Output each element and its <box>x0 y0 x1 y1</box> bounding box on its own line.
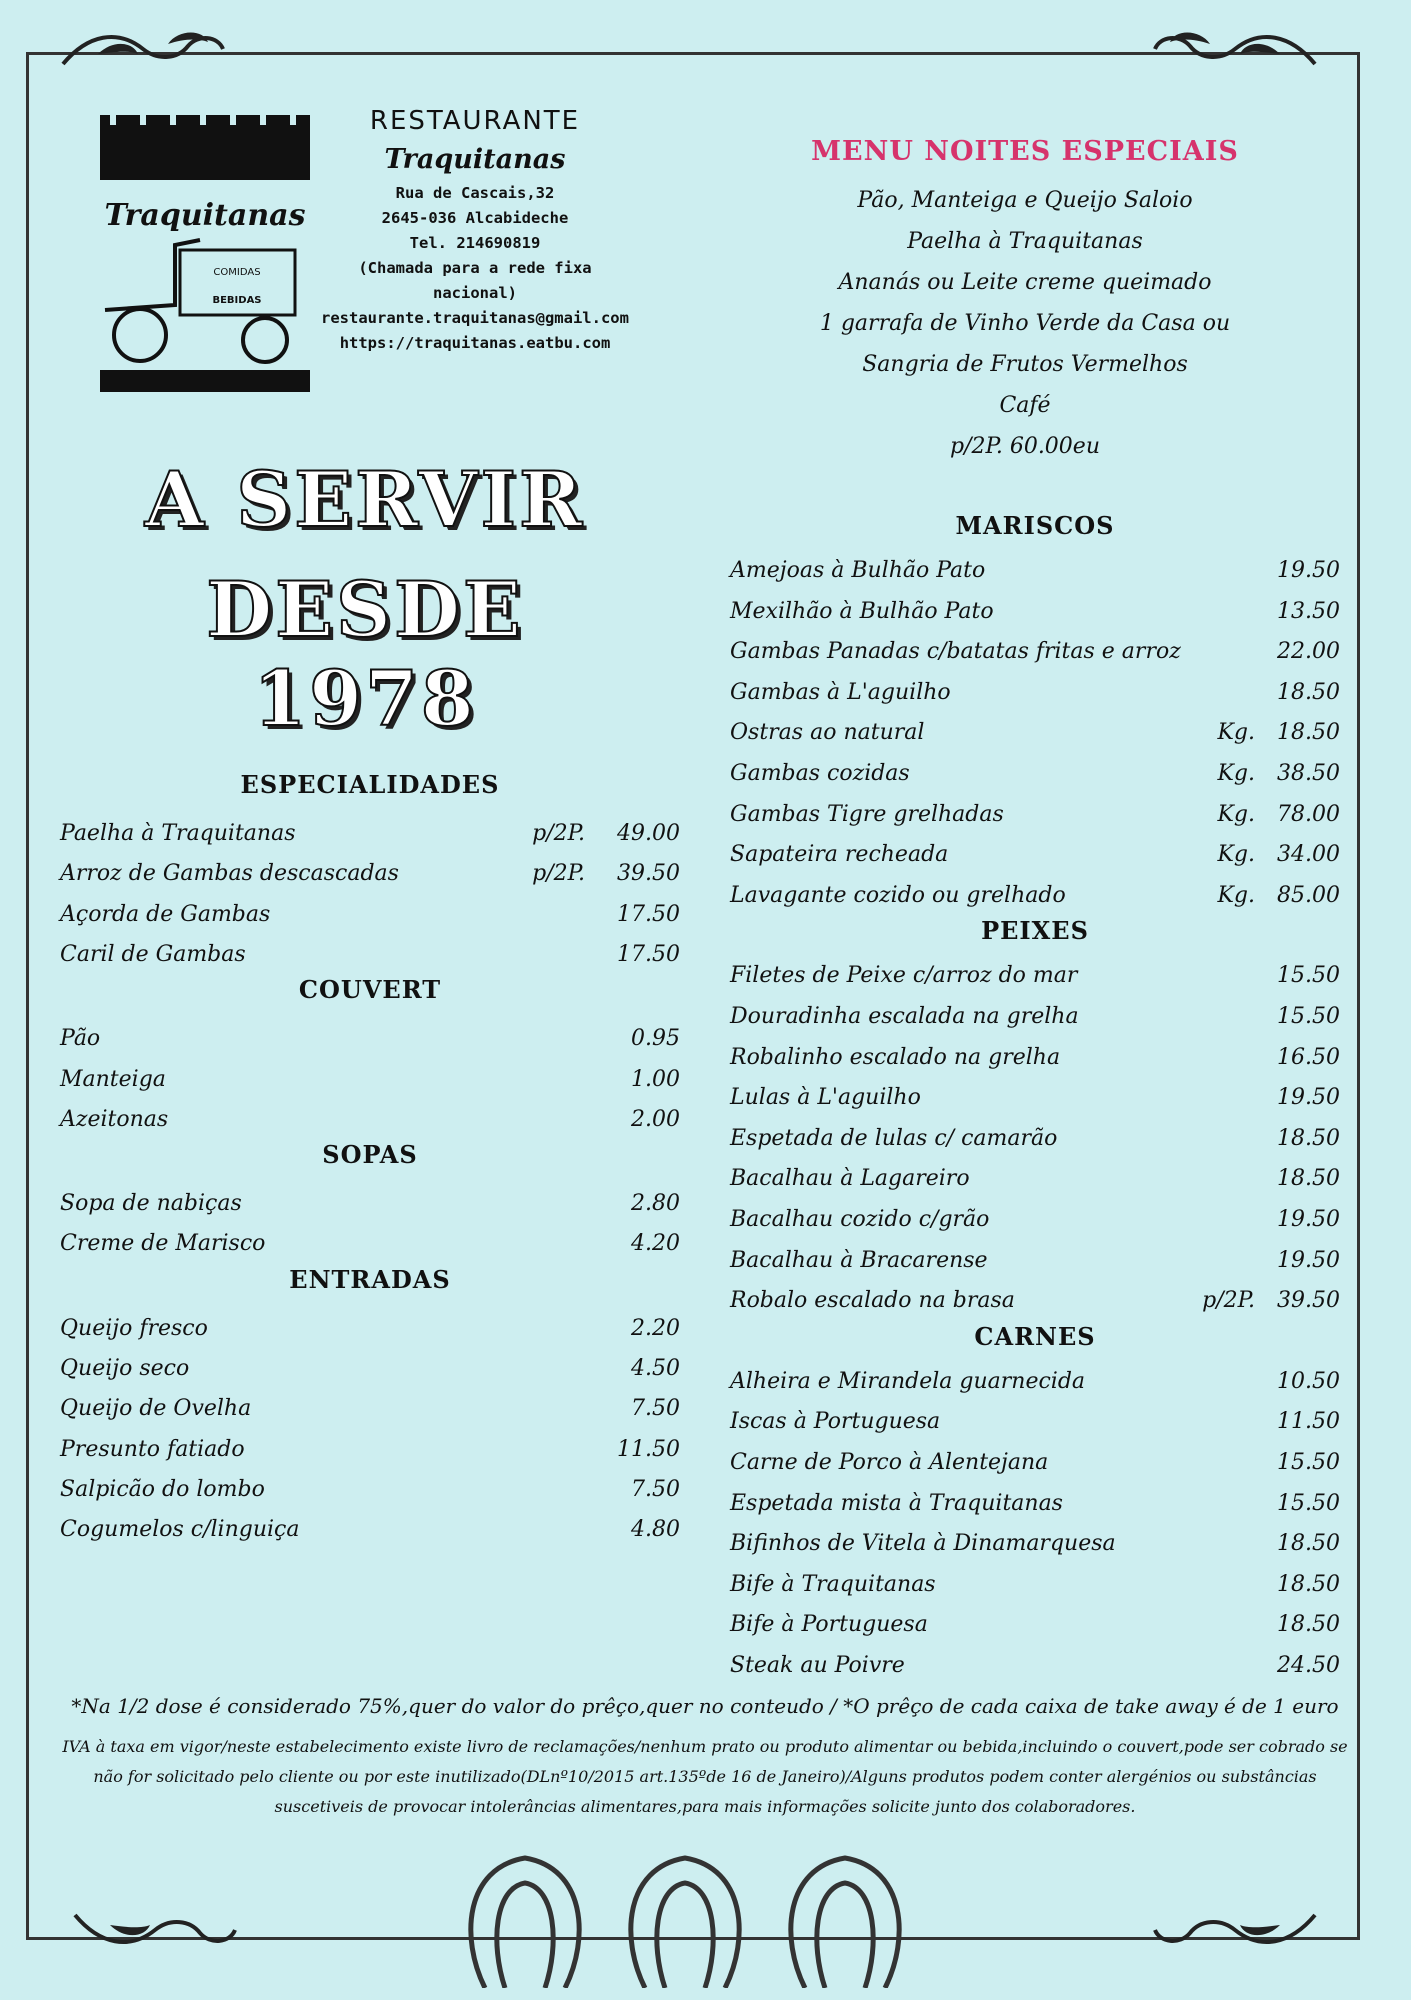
logo-label-bottom: BEBIDAS <box>212 295 262 306</box>
menu-item <box>730 997 1340 1037</box>
horseshoes-decoration-icon <box>455 1838 935 1988</box>
email-line: restaurante.traquitanas@gmail.com <box>321 309 629 327</box>
menu-item-price: 7.50 <box>631 1476 680 1502</box>
menu-item-name: Steak au Poivre <box>730 1653 905 1678</box>
menu-item <box>730 1078 1340 1118</box>
special-menu-price: p/2P. 60.00eu <box>950 434 1100 459</box>
menu-item <box>730 1200 1340 1240</box>
menu-item <box>60 1309 680 1349</box>
menu-item-name: Mexilhão à Bulhão Pato <box>730 598 994 624</box>
menu-item-name: Bife à Portuguesa <box>730 1612 928 1638</box>
menu-item-name: Arroz de Gambas descascadas <box>60 861 399 887</box>
special-menu-item: Paelha à Traquitanas <box>907 229 1143 254</box>
phone-note-line: (Chamada para a rede fixa nacional) <box>358 259 592 302</box>
website-line: https://traquitanas.eatbu.com <box>339 334 611 352</box>
menu-item-name: Bacalhau à Lagareiro <box>730 1166 970 1192</box>
corner-flourish-bottom-left-icon <box>70 1905 240 1955</box>
menu-item-name: Queijo de Ovelha <box>60 1396 252 1422</box>
menu-item <box>730 673 1340 713</box>
footer-note-portion: *Na 1/2 dose é considerado 75%,quer do valor do prêço,quer no conteudo / *O prêço de cada caixa de take away é de 1 euro <box>71 1694 1339 1718</box>
menu-item-name: Alheira e Mirandela guarnecida <box>730 1368 1086 1394</box>
menu-item-price: 18.50 <box>1277 1166 1340 1192</box>
menu-item-name: Ostras ao natural <box>730 720 925 746</box>
menu-item-price: 17.50 <box>617 901 680 927</box>
menu-item-name: Sopa de nabiças <box>60 1191 242 1217</box>
menu-item-name: Gambas à L'aguilho <box>730 679 951 705</box>
section-title-sopas: SOPAS <box>322 1140 418 1170</box>
section-title-entradas: ENTRADAS <box>289 1264 451 1294</box>
menu-item-unit: p/2P. <box>1202 1288 1255 1314</box>
menu-item-name: Robalinho escalado na grelha <box>730 1044 1061 1070</box>
menu-item-name: Creme de Marisco <box>60 1231 266 1257</box>
menu-item-name: Cogumelos c/linguiça <box>60 1517 300 1543</box>
restaurant-header <box>320 106 630 356</box>
menu-item-name: Açorda de Gambas <box>60 901 271 927</box>
menu-item-price: 19.50 <box>1277 1085 1340 1111</box>
menu-item-price: 18.50 <box>1277 1571 1340 1597</box>
menu-item <box>60 935 680 975</box>
menu-item-unit: p/2P. <box>532 821 585 846</box>
menu-item <box>730 1362 1340 1402</box>
postal-code-line: 2645-036 Alcabideche <box>381 209 569 227</box>
menu-item-name: Amejoas à Bulhão Pato <box>730 558 986 583</box>
menu-item-name: Gambas Tigre grelhadas <box>730 801 1004 827</box>
menu-item-unit: p/2P. <box>532 861 585 887</box>
menu-item-price: 2.00 <box>631 1106 680 1132</box>
menu-item-price: 22.00 <box>1277 639 1340 665</box>
menu-item <box>730 1524 1340 1564</box>
menu-item-price: 18.50 <box>1277 679 1340 705</box>
menu-item <box>730 1605 1340 1645</box>
menu-item-price: 4.20 <box>631 1231 680 1257</box>
menu-item-name: Lavagante cozido ou grelhado <box>730 882 1066 908</box>
menu-item-name: Salpicão do lombo <box>60 1476 265 1502</box>
menu-item-price: 15.50 <box>1277 963 1340 989</box>
menu-item <box>730 1159 1340 1199</box>
menu-item-price: 4.80 <box>631 1517 680 1543</box>
menu-item <box>60 1224 680 1264</box>
menu-item <box>60 1389 680 1429</box>
menu-item-price: 39.50 <box>1277 1288 1340 1314</box>
menu-item-price: 24.50 <box>1277 1653 1340 1678</box>
menu-item <box>730 1565 1340 1605</box>
menu-item-name: Espetada de lulas c/ camarão <box>730 1125 1058 1151</box>
menu-item-price: 49.00 <box>617 821 680 846</box>
menu-item-price: 10.50 <box>1277 1368 1340 1394</box>
menu-item <box>60 1060 680 1100</box>
special-menu-item: Ananás ou Leite creme queimado <box>838 270 1212 295</box>
menu-item-price: 4.50 <box>631 1356 680 1381</box>
menu-item-price: 7.50 <box>631 1396 680 1422</box>
menu-item-unit: Kg. <box>1217 801 1255 827</box>
menu-item <box>60 854 680 894</box>
logo-brand-text: Traquitanas <box>104 198 306 233</box>
slogan-line-1: A SERVIR <box>144 455 586 544</box>
menu-item <box>730 795 1340 835</box>
menu-item-name: Manteiga <box>60 1066 166 1092</box>
menu-item-name: Caril de Gambas <box>60 941 246 967</box>
restaurant-brand: Traquitanas <box>384 144 566 175</box>
address-line: Rua de Cascais,32 <box>395 184 555 202</box>
menu-item-price: 18.50 <box>1277 1531 1340 1557</box>
menu-item-name: Pão <box>60 1026 101 1052</box>
menu-item-price: 15.50 <box>1277 1450 1340 1475</box>
menu-item-name: Gambas Panadas c/batatas fritas e arroz <box>730 639 1181 665</box>
menu-item-name: Robalo escalado na brasa <box>730 1288 1015 1314</box>
menu-item-name: Queijo seco <box>60 1356 190 1381</box>
menu-item <box>60 1510 680 1550</box>
menu-item-unit: Kg. <box>1217 761 1255 786</box>
corner-flourish-top-right-icon <box>1150 24 1320 74</box>
menu-item-price: 16.50 <box>1277 1044 1340 1070</box>
menu-item-price: 18.50 <box>1277 1612 1340 1638</box>
special-menu-item: Sangria de Frutos Vermelhos <box>862 352 1188 377</box>
menu-item <box>730 1646 1340 1686</box>
menu-item <box>730 1241 1340 1281</box>
restaurant-logo <box>100 115 314 395</box>
restaurant-label: RESTAURANTE <box>369 106 581 136</box>
menu-item-price: 19.50 <box>1277 558 1340 583</box>
menu-item-name: Lulas à L'aguilho <box>730 1085 921 1111</box>
menu-item <box>730 713 1340 753</box>
menu-item <box>60 814 680 854</box>
menu-item-price: 17.50 <box>617 941 680 967</box>
section-title-carnes: CARNES <box>974 1321 1096 1351</box>
menu-item <box>730 1119 1340 1159</box>
menu-item-name: Gambas cozidas <box>730 761 910 786</box>
menu-item <box>730 1038 1340 1078</box>
menu-item <box>730 551 1340 591</box>
menu-item <box>60 1470 680 1510</box>
menu-item <box>60 1430 680 1470</box>
menu-item-price: 13.50 <box>1277 598 1340 624</box>
menu-item-price: 18.50 <box>1277 1125 1340 1151</box>
menu-item <box>730 1484 1340 1524</box>
menu-item <box>60 895 680 935</box>
menu-item-price: 78.00 <box>1277 801 1340 827</box>
menu-item-price: 19.50 <box>1277 1247 1340 1273</box>
menu-item-name: Filetes de Peixe c/arroz do mar <box>730 963 1078 989</box>
menu-item <box>60 1349 680 1389</box>
menu-item <box>730 1402 1340 1442</box>
menu-item-name: Bacalhau à Bracarense <box>730 1247 988 1273</box>
menu-item-unit: Kg. <box>1217 882 1255 908</box>
menu-item-name: Bife à Traquitanas <box>730 1571 936 1597</box>
menu-item-price: 15.50 <box>1277 1490 1340 1516</box>
menu-item-name: Carne de Porco à Alentejana <box>730 1450 1049 1475</box>
menu-item-name: Bacalhau cozido c/grão <box>730 1207 990 1232</box>
menu-item-name: Paelha à Traquitanas <box>60 821 296 846</box>
menu-item-price: 2.80 <box>631 1191 680 1217</box>
menu-item <box>60 1184 680 1224</box>
menu-item-price: 34.00 <box>1277 842 1340 868</box>
menu-item-price: 11.50 <box>1277 1409 1340 1435</box>
corner-flourish-top-left-icon <box>58 24 228 74</box>
menu-item-unit: Kg. <box>1217 720 1255 746</box>
section-title-couvert: COUVERT <box>298 975 442 1005</box>
special-menu-title: MENU NOITES ESPECIAIS <box>811 136 1239 167</box>
menu-item <box>60 1100 680 1140</box>
menu-item-unit: Kg. <box>1217 842 1255 868</box>
menu-item-price: 2.20 <box>631 1315 680 1341</box>
menu-item-price: 39.50 <box>617 861 680 887</box>
menu-item-price: 15.50 <box>1277 1004 1340 1029</box>
phone-line: Tel. 214690819 <box>409 234 541 252</box>
corner-flourish-bottom-right-icon <box>1150 1905 1320 1955</box>
menu-item <box>730 632 1340 672</box>
menu-item-name: Queijo fresco <box>60 1315 208 1341</box>
footer-note-legal: IVA à taxa em vigor/neste estabelecimento existe livro de reclamações/nenhum prato ou produto alimentar ou bebida,incluindo o couvert,pode ser cobrado se não for solicitado pelo cliente ou por este inutilizado(DLnº10/2015 art.135ºde 16 de Janeiro)/Alguns produtos podem conter alergénios ou substâncias suscetiveis de provocar intolerâncias alimentares,para mais informações solicite junto dos colaboradores. <box>62 1737 1348 1816</box>
menu-item-price: 11.50 <box>617 1436 680 1462</box>
special-menu-item: Café <box>999 393 1051 418</box>
menu-item-price: 38.50 <box>1277 761 1340 786</box>
section-title-especialidades: ESPECIALIDADES <box>240 770 500 799</box>
menu-item <box>60 1019 680 1059</box>
menu-item <box>730 754 1340 794</box>
menu-item-name: Azeitonas <box>60 1106 169 1132</box>
menu-item-name: Iscas à Portuguesa <box>730 1409 941 1435</box>
menu-item-name: Douradinha escalada na grelha <box>730 1004 1079 1029</box>
menu-item-name: Bifinhos de Vitela à Dinamarquesa <box>730 1531 1116 1557</box>
section-title-mariscos: MARISCOS <box>955 511 1115 540</box>
special-menu-item: 1 garrafa de Vinho Verde da Casa ou <box>819 311 1231 336</box>
menu-item-price: 18.50 <box>1277 720 1340 746</box>
slogan-line-2: DESDE 1978 <box>206 565 524 743</box>
logo-label-top: COMIDAS <box>213 267 261 278</box>
menu-item-price: 19.50 <box>1277 1207 1340 1232</box>
menu-item-price: 0.95 <box>631 1026 680 1052</box>
menu-item-price: 1.00 <box>631 1066 680 1092</box>
menu-item <box>730 835 1340 875</box>
menu-item-name: Sapateira recheada <box>730 842 949 868</box>
menu-item-name: Espetada mista à Traquitanas <box>730 1490 1063 1516</box>
special-menu-item: Pão, Manteiga e Queijo Saloio <box>857 188 1193 213</box>
menu-item-price: 85.00 <box>1277 882 1340 908</box>
menu-item <box>730 956 1340 996</box>
menu-item-name: Presunto fatiado <box>60 1436 245 1462</box>
section-title-peixes: PEIXES <box>981 916 1089 946</box>
menu-item <box>730 592 1340 632</box>
menu-item <box>730 1281 1340 1321</box>
menu-item <box>730 1443 1340 1483</box>
menu-item <box>730 876 1340 916</box>
